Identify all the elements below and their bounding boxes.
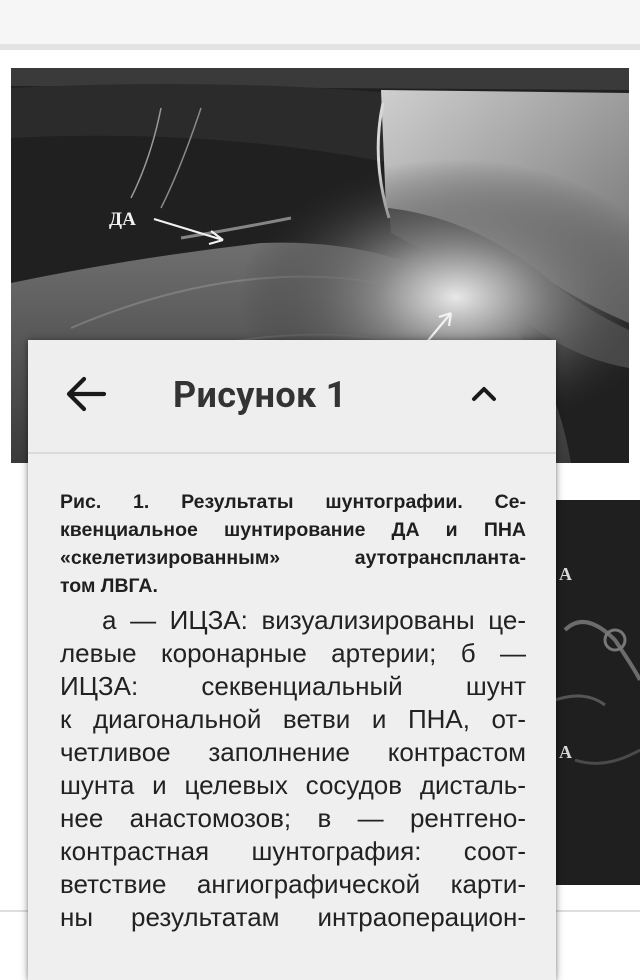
caption-line: «скелетизированным» аутотранспланта- (60, 547, 526, 569)
figure-description (60, 604, 526, 934)
description-line: ны результатам интраоперацион- (60, 902, 526, 932)
description-line: контрастная шунтография: соот- (60, 836, 526, 866)
caption-line: том ЛВГА. (60, 575, 158, 597)
description-line: шунта и целевых сосудов дисталь- (60, 770, 526, 800)
arrow-left-icon (58, 364, 118, 424)
description-line: ветствие ангиографической карти- (60, 869, 526, 899)
dialog-body[interactable] (28, 454, 556, 974)
back-button[interactable] (58, 364, 118, 424)
description-line: а — ИЦЗА: визуализированы це- (102, 605, 526, 635)
dialog-title: Рисунок 1 (173, 374, 347, 416)
description-line: нее анастомозов; в — рентгено- (60, 803, 526, 833)
figure-label-a-top: А (559, 564, 572, 584)
description-line: ИЦЗА: секвенциальный шунт (60, 671, 526, 701)
top-divider (0, 44, 640, 50)
collapse-button[interactable] (458, 368, 510, 420)
caption-line: Рис. 1. Результаты шунтографии. Се- (60, 491, 526, 513)
description-line: четливое заполнение контрастом (60, 737, 526, 767)
description-line: к диагональной ветви и ПНА, от- (60, 704, 526, 734)
chevron-up-icon (458, 368, 510, 420)
description-line: левые коронарные артерии; б — (60, 638, 526, 668)
figure-label-da: ДА (109, 209, 136, 230)
figure-label-a-bottom: А (559, 742, 572, 762)
figure-caption (60, 488, 526, 600)
top-bar (0, 0, 640, 46)
figure-image-side[interactable] (555, 500, 640, 885)
figure-dialog (28, 340, 556, 980)
dialog-header (28, 340, 556, 452)
caption-line: квенциальное шунтирование ДА и ПНА (60, 519, 526, 541)
